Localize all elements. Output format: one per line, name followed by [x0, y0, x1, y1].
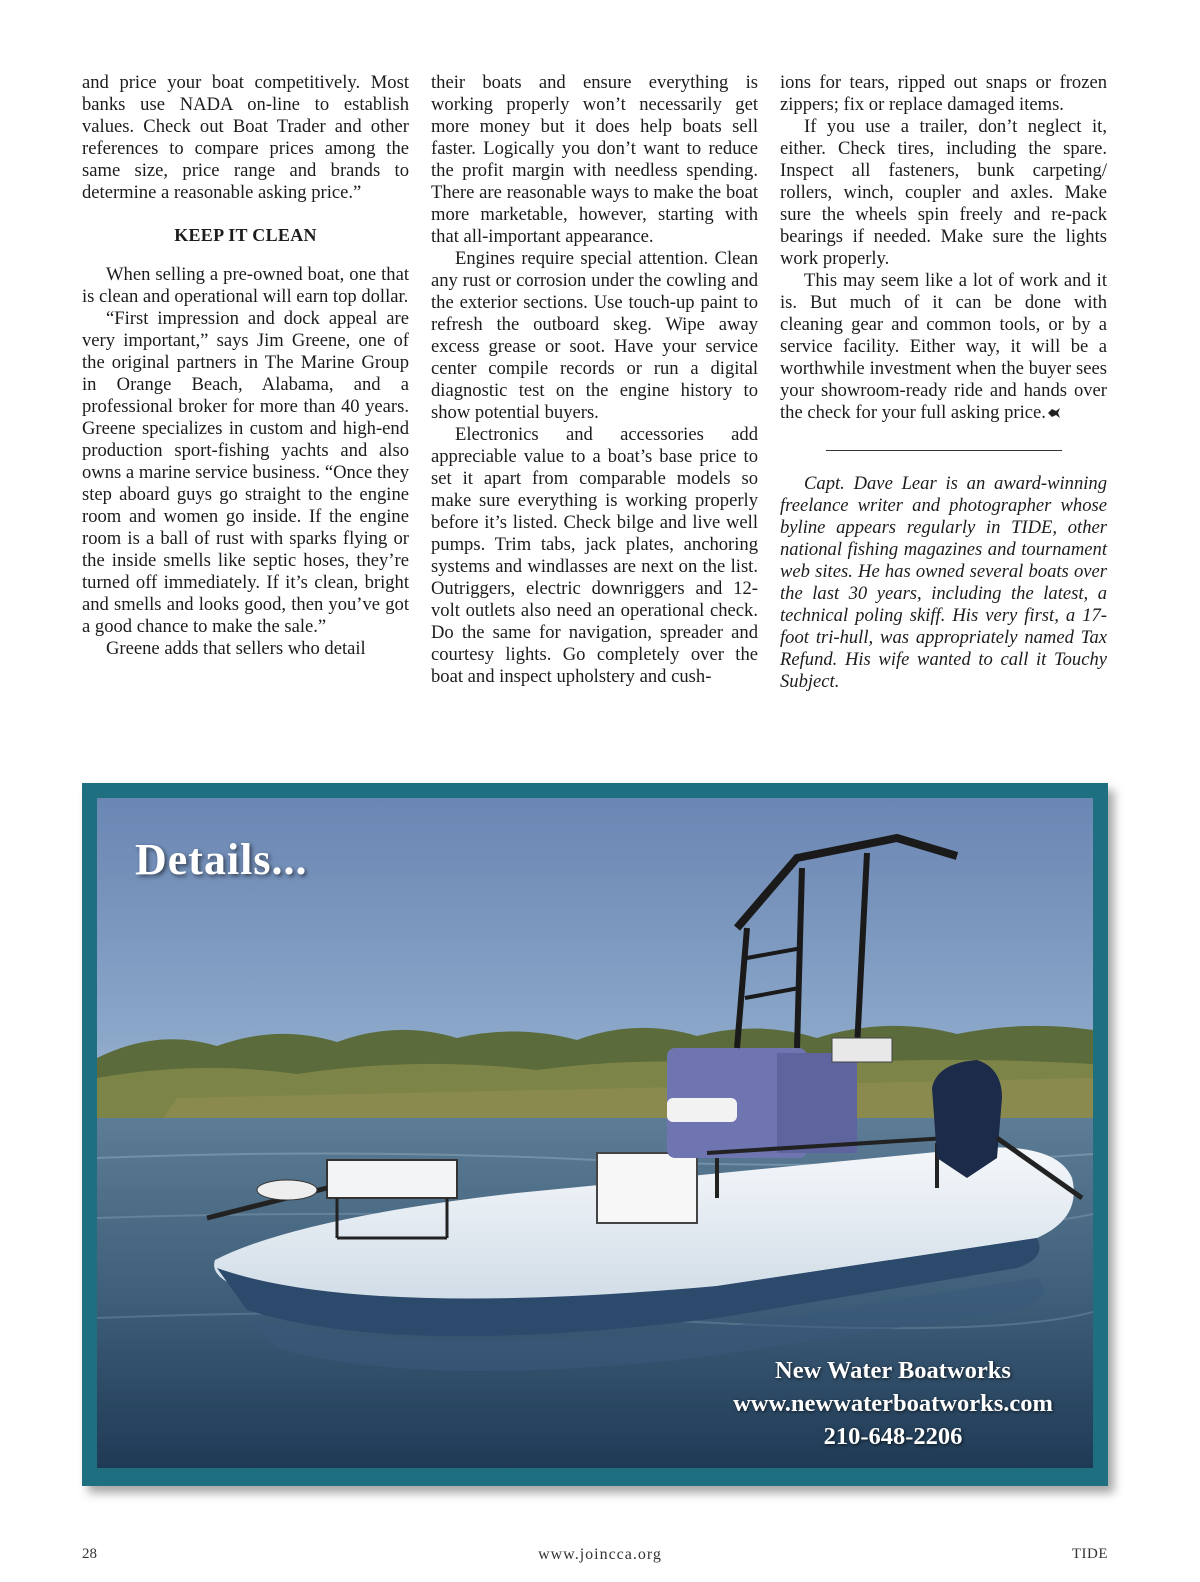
boatworks-advertisement — [82, 783, 1108, 1486]
article-column-3 — [780, 72, 1107, 693]
paragraph — [780, 270, 1107, 424]
paragraph: Engines require special attention. Clean any rust or corrosion under the cowling and the exterior sections. Use touch-up paint to refresh the outboard skeg. Wipe away excess grease or soot. Have your service center compile records or run a digital diagnostic test on the engine history to show potential buyers. — [431, 248, 758, 423]
fish-end-mark-icon — [1047, 407, 1061, 419]
ad-title: Details... — [135, 835, 308, 884]
ad-contact-block — [693, 1354, 1093, 1453]
author-bio: Capt. Dave Lear is an award-winning freelance writer and photographer whose byline appears regularly in TIDE, other national fishing magazines and tournament web sites. He has owned several boats over the last 30 years, including the latest, a technical poling skiff. His very first, a 17-foot tri-hull, was appropriately named Tax Refund. His wife wanted to call it Touchy Subject. — [780, 473, 1107, 692]
paragraph: ions for tears, ripped out snaps or frozen zippers; fix or replace damaged items. — [780, 72, 1107, 115]
paragraph: Greene adds that sellers who detail — [106, 638, 366, 659]
paragraph: If you use a trailer, don’t neglect it, either. Check tires, including the spare. Inspect all fasteners, bunk carpeting/ rollers, winch, coupler and axles. Make sure the wheels spin freely and re-pack bearings if needed. Make sure the lights work properly. — [780, 116, 1107, 269]
company-phone: 210-648-2206 — [823, 1423, 963, 1450]
article-column-1 — [82, 72, 409, 660]
company-website: www.newwaterboatworks.com — [733, 1390, 1053, 1417]
magazine-name: TIDE — [1071, 1546, 1108, 1562]
boat-photo — [97, 798, 1093, 1468]
article-column-2 — [431, 72, 758, 688]
paragraph: and price your boat competitively. Most banks use NADA on-line to establish values. Check out Boat Trader and other references to compare prices among the same size, price range and brands to determine a reasonable asking price.” — [82, 72, 409, 203]
paragraph: When selling a pre-owned boat, one that is clean and operational will earn top dollar. — [82, 264, 409, 307]
divider — [826, 450, 1062, 451]
page-number: 28 — [82, 1546, 97, 1562]
company-name: New Water Boatworks — [775, 1357, 1011, 1384]
paragraph-text: This may seem like a lot of work and it is. But much of it can be done with cleaning gear and common tools, or by a service facility. Either way, it will be a worthwhile investment when the buyer sees your showroom-ready ride and hands over the check for your full asking price. — [780, 270, 1107, 423]
paragraph: their boats and ensure everything is working properly won’t necessarily get more money but it does help boats sell faster. Logically you don’t want to reduce the profit margin with needless spending. There are reasonable ways to make the boat more marketable, however, starting with that all-important appearance. — [431, 72, 758, 247]
paragraph: “First impression and dock appeal are very important,” says Jim Greene, one of the original partners in The Marine Group in Orange Beach, Alabama, and a professional broker for more than 40 years. Greene specializes in custom and high-end production sport-fishing yachts and also owns a marine service business. “Once they step aboard guys go straight to the engine room and women go inside. If the engine room is a ball of rust with sparks flying or the inside smells like septic hoses, they’re turned off immediately. If it’s clean, bright and smells and looks good, then you’ve got a good chance to make the sale.” — [82, 308, 409, 637]
section-heading: KEEP IT CLEAN — [174, 225, 317, 245]
footer-website: www.joincca.org — [538, 1546, 662, 1563]
paragraph: Electronics and accessories add appreciable value to a boat’s base price to set it apart from comparable models so make sure everything is working properly before it’s listed. Check bilge and live well pumps. Trim tabs, jack plates, anchoring systems and windlasses are next on the list. Outriggers, electric downriggers and 12-volt outlets also need an operational check. Do the same for navigation, spreader and courtesy lights. Go completely over the boat and inspect upholstery and cush- — [431, 424, 758, 687]
